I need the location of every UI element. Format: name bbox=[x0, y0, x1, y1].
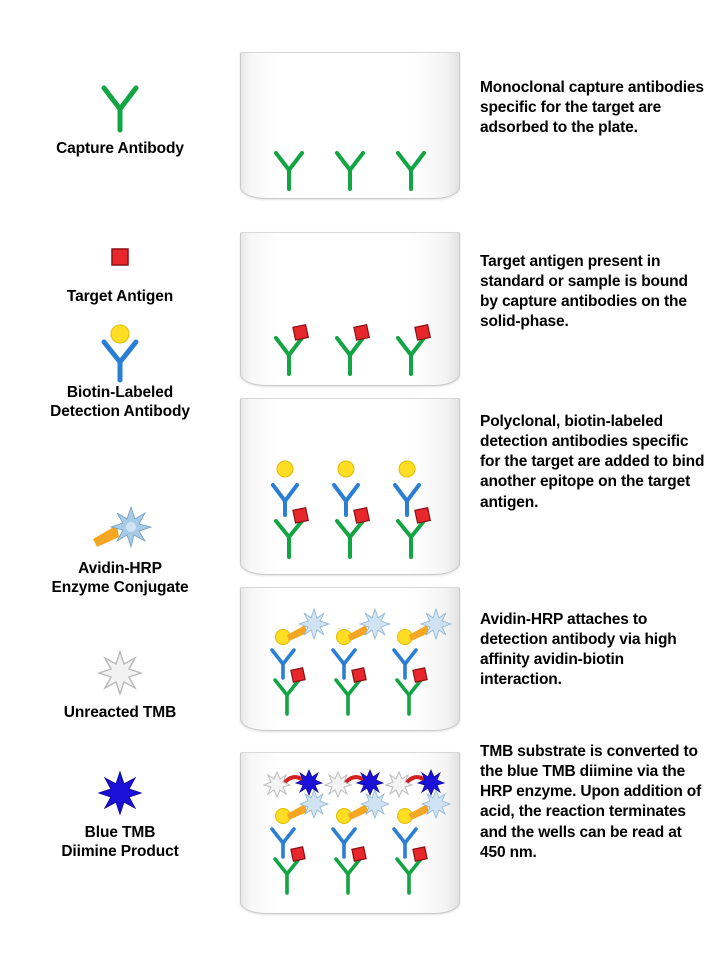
red-square-icon bbox=[5, 226, 235, 288]
legend-label: Unreacted TMB bbox=[63, 704, 177, 721]
legend-label-line-1: Blue TMB bbox=[84, 824, 156, 841]
step-description-1: Monoclonal capture antibodies specific for the target are adsorbed to the plate. bbox=[480, 79, 704, 137]
well-contents-step-1 bbox=[241, 53, 459, 198]
legend-label-line-1: Biotin-Labeled bbox=[66, 384, 174, 401]
legend-label-line-2: Detection Antibody bbox=[50, 402, 190, 420]
legend-label-line-2: Diimine Product bbox=[61, 842, 179, 860]
legend-label-line-2: Enzyme Conjugate bbox=[51, 578, 189, 596]
step-description-3: Polyclonal, biotin-labeled detection antibodies specific for the target are added to bind another epitope on the target antigen. bbox=[480, 413, 705, 511]
plate-well-step-2 bbox=[240, 232, 460, 386]
legend-label bbox=[5, 824, 235, 862]
well-contents-step-2 bbox=[241, 233, 459, 385]
legend-label: Capture Antibody bbox=[56, 140, 184, 157]
legend-label bbox=[5, 384, 235, 422]
well-contents-step-4 bbox=[241, 588, 459, 730]
legend-item-capture-antibody bbox=[5, 78, 235, 159]
legend-item-blue-tmb-diimine-product bbox=[5, 762, 235, 862]
plate-well-step-1 bbox=[240, 52, 460, 199]
legend-item-biotin-labeled-detection-antibody bbox=[5, 322, 235, 422]
legend-label-line-1: Avidin-HRP bbox=[78, 560, 162, 577]
plate-well-step-5 bbox=[240, 752, 460, 914]
step-description-5: TMB substrate is converted to the blue TMB diimine via the HRP enzyme. Upon addition of acid, the reaction terminates and the wells can be read at 450 nm. bbox=[480, 743, 702, 861]
antibody-blue-biotin-icon bbox=[5, 322, 235, 384]
well-contents-step-5 bbox=[241, 753, 459, 913]
plate-well-step-4 bbox=[240, 587, 460, 731]
legend-label: Target Antigen bbox=[66, 288, 174, 305]
legend-item-unreacted-tmb bbox=[5, 642, 235, 723]
legend-label bbox=[5, 560, 235, 598]
antibody-green-icon bbox=[5, 78, 235, 140]
avidin-hrp-icon bbox=[5, 498, 235, 560]
legend-item-avidin-hrp-enzyme-conjugate bbox=[5, 498, 235, 598]
legend-item-target-antigen bbox=[5, 226, 235, 307]
plate-well-step-3 bbox=[240, 398, 460, 575]
well-contents-step-3 bbox=[241, 399, 459, 574]
step-description-4: Avidin-HRP attaches to detection antibody via high affinity avidin-biotin interaction. bbox=[480, 611, 677, 689]
step-description-2: Target antigen present in standard or sample is bound by capture antibodies on the solid-phase. bbox=[480, 253, 688, 331]
blue-starburst-icon bbox=[5, 762, 235, 824]
grey-starburst-icon bbox=[5, 642, 235, 704]
